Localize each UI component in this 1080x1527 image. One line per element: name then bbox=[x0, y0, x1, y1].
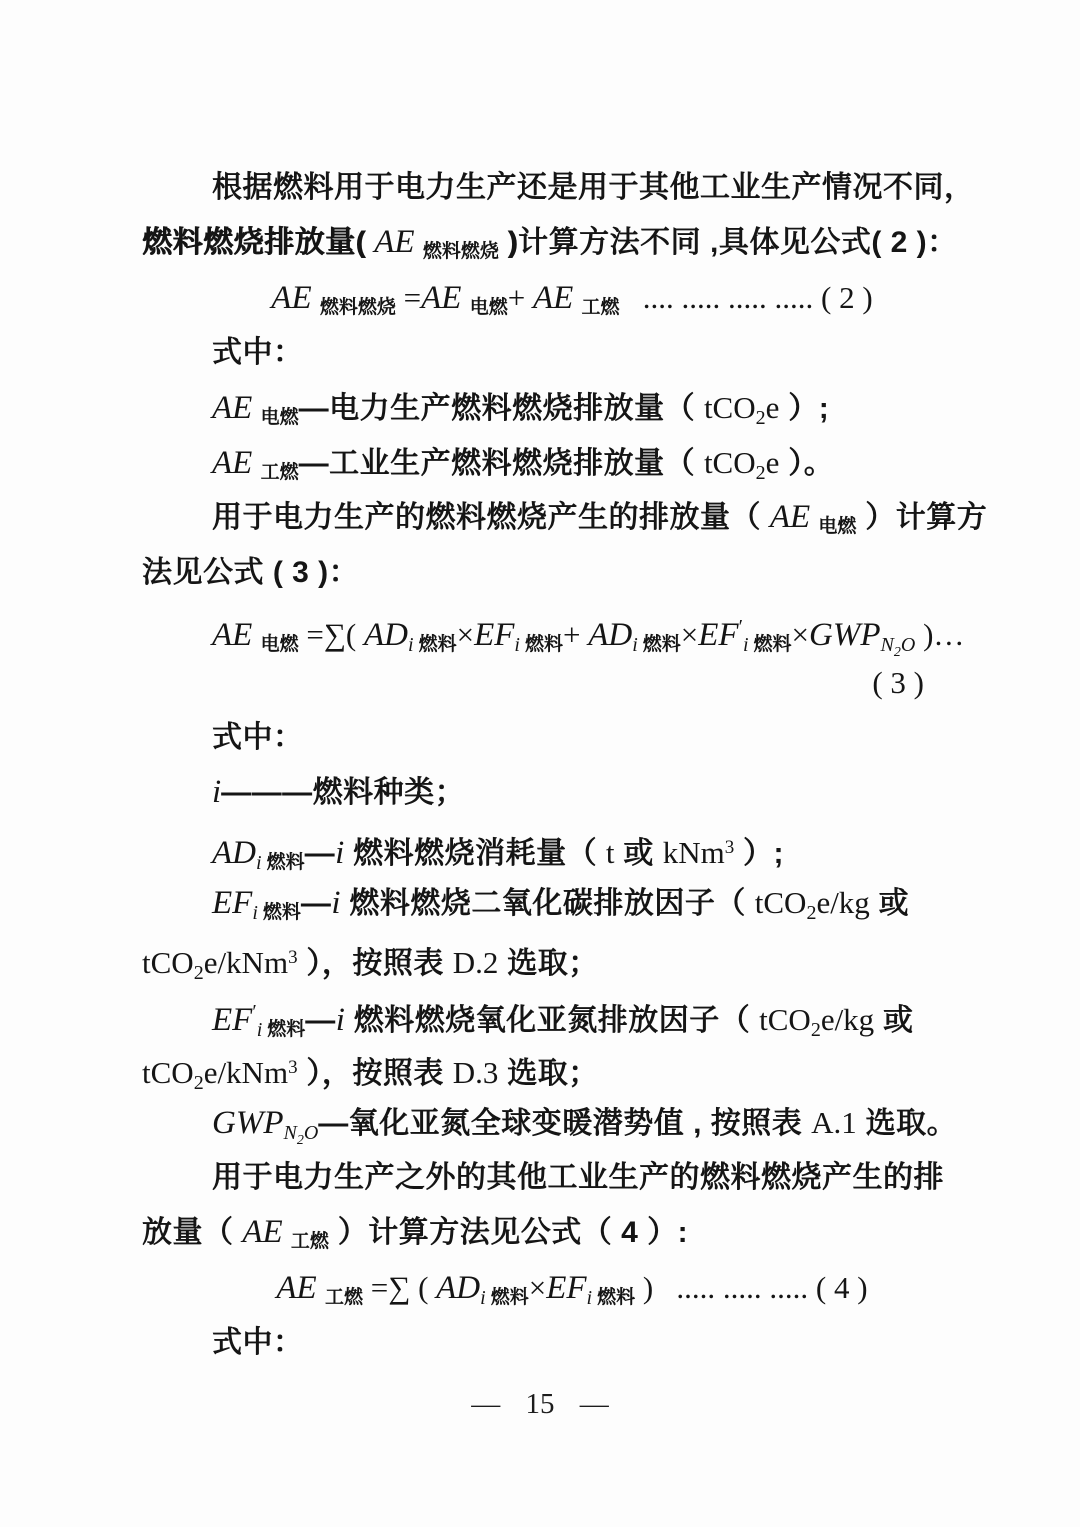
formula-3 bbox=[142, 600, 965, 660]
text-run: ），按照表 bbox=[297, 947, 453, 980]
text-run: 工燃 bbox=[581, 297, 620, 318]
definition-EF-prime-line-1 bbox=[142, 985, 942, 1040]
text-run: ) bbox=[498, 226, 519, 259]
text-run: 2 bbox=[893, 645, 901, 660]
text-run: A.1 bbox=[811, 1105, 857, 1140]
text-run: 工燃 bbox=[324, 1287, 363, 1308]
formula-2 bbox=[142, 270, 942, 325]
text-run: ( 3 ) bbox=[872, 665, 924, 700]
text-run: 燃料 bbox=[490, 1287, 529, 1308]
text-run: AE bbox=[532, 280, 582, 316]
text-run: 电燃 bbox=[469, 297, 508, 318]
text-run: 或 bbox=[869, 887, 910, 920]
definition-EF-prime-line-2 bbox=[142, 1040, 942, 1095]
text-run: AE bbox=[366, 224, 423, 260]
text-run: i bbox=[408, 634, 419, 656]
text-run: i bbox=[480, 1287, 491, 1309]
text-run: tCO bbox=[754, 885, 807, 920]
text-run: + bbox=[507, 280, 533, 315]
text-run: O bbox=[303, 1122, 319, 1144]
text-run: AE bbox=[212, 617, 261, 653]
text-run: AE bbox=[276, 1270, 325, 1306]
text-run: ) ..... ..... ..... ( 4 ) bbox=[635, 1270, 868, 1305]
text-run: AE bbox=[212, 445, 261, 481]
text-run: 或 bbox=[874, 1004, 914, 1037]
text-run: AD bbox=[212, 835, 256, 871]
text-run: 燃料燃烧氧化亚氮排放因子（ bbox=[344, 1004, 760, 1037]
text-run: 燃料 bbox=[524, 634, 563, 655]
text-run: 燃料 bbox=[418, 634, 457, 655]
text-run: i bbox=[335, 835, 345, 871]
text-run: 式中： bbox=[212, 1326, 304, 1359]
where-clause-1 bbox=[142, 325, 942, 380]
text-run: AD bbox=[436, 1270, 481, 1306]
text-run: 式中： bbox=[212, 336, 304, 369]
paragraph-1-line-1 bbox=[142, 160, 975, 215]
text-run: × bbox=[456, 617, 475, 652]
text-run: i bbox=[252, 902, 263, 924]
text-run: AE bbox=[271, 280, 320, 316]
text-run: 用于电力生产之外的其他工业生产的燃料燃烧产生的排 bbox=[212, 1161, 944, 1194]
text-run: ）计算方 bbox=[856, 501, 988, 534]
document-lines bbox=[142, 160, 988, 1370]
text-run: × bbox=[791, 617, 810, 652]
text-run: i bbox=[335, 1002, 345, 1038]
text-run: ）; bbox=[779, 392, 830, 425]
text-run: e/kg bbox=[816, 885, 870, 920]
text-run: 3 bbox=[724, 837, 735, 858]
text-run: 燃料燃烧排放量( bbox=[142, 226, 366, 259]
definition-AE-gongran bbox=[142, 435, 942, 490]
text-run: 工燃 bbox=[260, 462, 299, 483]
text-run: × bbox=[528, 1270, 547, 1305]
definition-AD bbox=[142, 820, 942, 875]
text-run: tCO bbox=[703, 445, 756, 480]
paragraph-2-line-1 bbox=[142, 490, 988, 545]
text-run: AD bbox=[588, 617, 633, 653]
text-run: ′ bbox=[738, 616, 743, 638]
text-run: — bbox=[300, 887, 332, 920]
text-run: = bbox=[395, 280, 422, 315]
text-run: O bbox=[900, 634, 916, 656]
text-run: 工燃 bbox=[290, 1231, 329, 1252]
text-run: EF bbox=[212, 885, 253, 921]
text-run: =∑( bbox=[298, 617, 364, 652]
text-run: i bbox=[514, 634, 525, 656]
text-run: 放量（ bbox=[142, 1216, 243, 1249]
text-run: i bbox=[212, 774, 222, 810]
text-run: 燃料 bbox=[642, 634, 681, 655]
text-run: GWP bbox=[809, 617, 881, 653]
text-run: ）计算方法见公式（ 4 ）: bbox=[328, 1216, 689, 1249]
text-run: tCO bbox=[142, 1055, 194, 1090]
text-run: ———燃料种类； bbox=[221, 776, 466, 809]
definition-AE-dianran bbox=[142, 380, 942, 435]
text-run: 2 bbox=[755, 462, 766, 484]
paragraph-3-line-2 bbox=[142, 1205, 942, 1260]
text-run: ）。 bbox=[779, 447, 835, 480]
where-clause-3 bbox=[142, 1315, 942, 1370]
text-run: 2 bbox=[296, 1133, 304, 1148]
text-run: 2 bbox=[810, 1019, 821, 1041]
text-run: —电力生产燃料燃烧排放量（ bbox=[298, 392, 704, 425]
text-run: tCO bbox=[142, 945, 194, 980]
text-run: 式中： bbox=[212, 721, 304, 754]
text-run: 2 bbox=[193, 962, 204, 984]
text-run: 选取； bbox=[498, 947, 599, 980]
where-clause-2 bbox=[142, 710, 942, 765]
text-run: 计算方法不同 ,具体见公式( 2 )： bbox=[518, 226, 958, 259]
text-run: tCO bbox=[759, 1002, 811, 1037]
formula-3-number bbox=[142, 655, 942, 710]
paragraph-2-line-2 bbox=[142, 545, 942, 600]
text-run: — bbox=[304, 837, 336, 870]
text-run: —氧化亚氮全球变暖潜势值 , 按照表 bbox=[318, 1107, 812, 1140]
text-run: 选取； bbox=[498, 1057, 599, 1090]
text-run: kNm bbox=[662, 835, 725, 870]
text-run: 燃料 bbox=[597, 1287, 636, 1308]
text-run: EF bbox=[474, 617, 515, 653]
text-run: 3 bbox=[288, 1057, 298, 1078]
text-run: 电燃 bbox=[260, 634, 299, 655]
text-run: D.3 bbox=[452, 1055, 499, 1090]
text-run: 2 bbox=[755, 407, 766, 429]
text-run: 燃料燃烧 bbox=[319, 297, 396, 318]
definition-GWP bbox=[142, 1095, 958, 1150]
text-run: 2 bbox=[193, 1072, 204, 1094]
definition-EF-line-2 bbox=[142, 930, 942, 985]
text-run: 或 bbox=[614, 837, 663, 870]
page-number: — 15 — bbox=[471, 1388, 609, 1420]
text-run: i bbox=[256, 1019, 268, 1041]
text-run: AE bbox=[212, 390, 261, 426]
text-run: + bbox=[562, 617, 589, 652]
text-run: GWP bbox=[212, 1105, 284, 1141]
text-run: e bbox=[765, 445, 780, 480]
text-run: )… bbox=[915, 617, 965, 652]
text-run: e/kNm bbox=[203, 1055, 289, 1090]
text-run: .... ..... ..... ..... ( 2 ) bbox=[619, 280, 873, 315]
text-run: EF bbox=[212, 1002, 253, 1038]
text-run: EF bbox=[546, 1270, 587, 1306]
text-run: 选取。 bbox=[856, 1107, 958, 1140]
text-run: 燃料 bbox=[753, 634, 792, 655]
text-run: AE bbox=[421, 280, 470, 316]
text-run: i bbox=[632, 634, 643, 656]
text-run: 燃料燃烧消耗量（ bbox=[344, 837, 606, 870]
text-run: t bbox=[605, 835, 615, 870]
text-run: =∑ ( bbox=[362, 1270, 437, 1305]
text-run: 法见公式 ( 3 )： bbox=[142, 556, 360, 589]
text-run: 根据燃料用于电力生产还是用于其他工业生产情况不同， bbox=[212, 171, 975, 204]
text-run: — bbox=[305, 1004, 336, 1037]
text-run: ′ bbox=[252, 1001, 257, 1023]
text-run: AE bbox=[769, 499, 819, 535]
text-run: e/kg bbox=[820, 1002, 875, 1037]
text-run: tCO bbox=[703, 390, 756, 425]
text-run: ），按照表 bbox=[297, 1057, 453, 1090]
text-run: 燃料燃烧 bbox=[422, 241, 499, 262]
text-run: ）; bbox=[734, 837, 785, 870]
formula-4 bbox=[142, 1260, 942, 1315]
text-run: EF bbox=[698, 617, 739, 653]
definition-EF-line-1 bbox=[142, 875, 942, 930]
text-run: 燃料 bbox=[266, 852, 305, 873]
paragraph-3-line-1 bbox=[142, 1150, 942, 1205]
text-run: 燃料 bbox=[262, 902, 301, 923]
text-run: AD bbox=[364, 617, 408, 653]
text-run: 燃料燃烧二氧化碳排放因子（ bbox=[340, 887, 755, 920]
text-run: N bbox=[283, 1122, 297, 1144]
text-run: i bbox=[256, 852, 267, 874]
text-run: 电燃 bbox=[818, 516, 857, 537]
text-run: AE bbox=[242, 1214, 291, 1250]
text-run: i bbox=[331, 885, 341, 921]
text-run: D.2 bbox=[452, 945, 499, 980]
text-run: × bbox=[680, 617, 699, 652]
text-run: 燃料 bbox=[267, 1019, 306, 1040]
text-run: e bbox=[765, 390, 780, 425]
text-run: 2 bbox=[806, 902, 817, 924]
text-run: i bbox=[586, 1287, 598, 1309]
definition-i bbox=[142, 765, 942, 820]
text-run: 3 bbox=[288, 947, 298, 968]
text-run: i bbox=[742, 634, 754, 656]
text-run: —工业生产燃料燃烧排放量（ bbox=[298, 447, 704, 480]
text-run: N bbox=[880, 634, 894, 656]
paragraph-1-line-2 bbox=[142, 215, 958, 270]
text-run: 用于电力生产的燃料燃烧产生的排放量（ bbox=[212, 501, 770, 534]
text-run: e/kNm bbox=[203, 945, 289, 980]
text-run: 电燃 bbox=[260, 407, 299, 428]
